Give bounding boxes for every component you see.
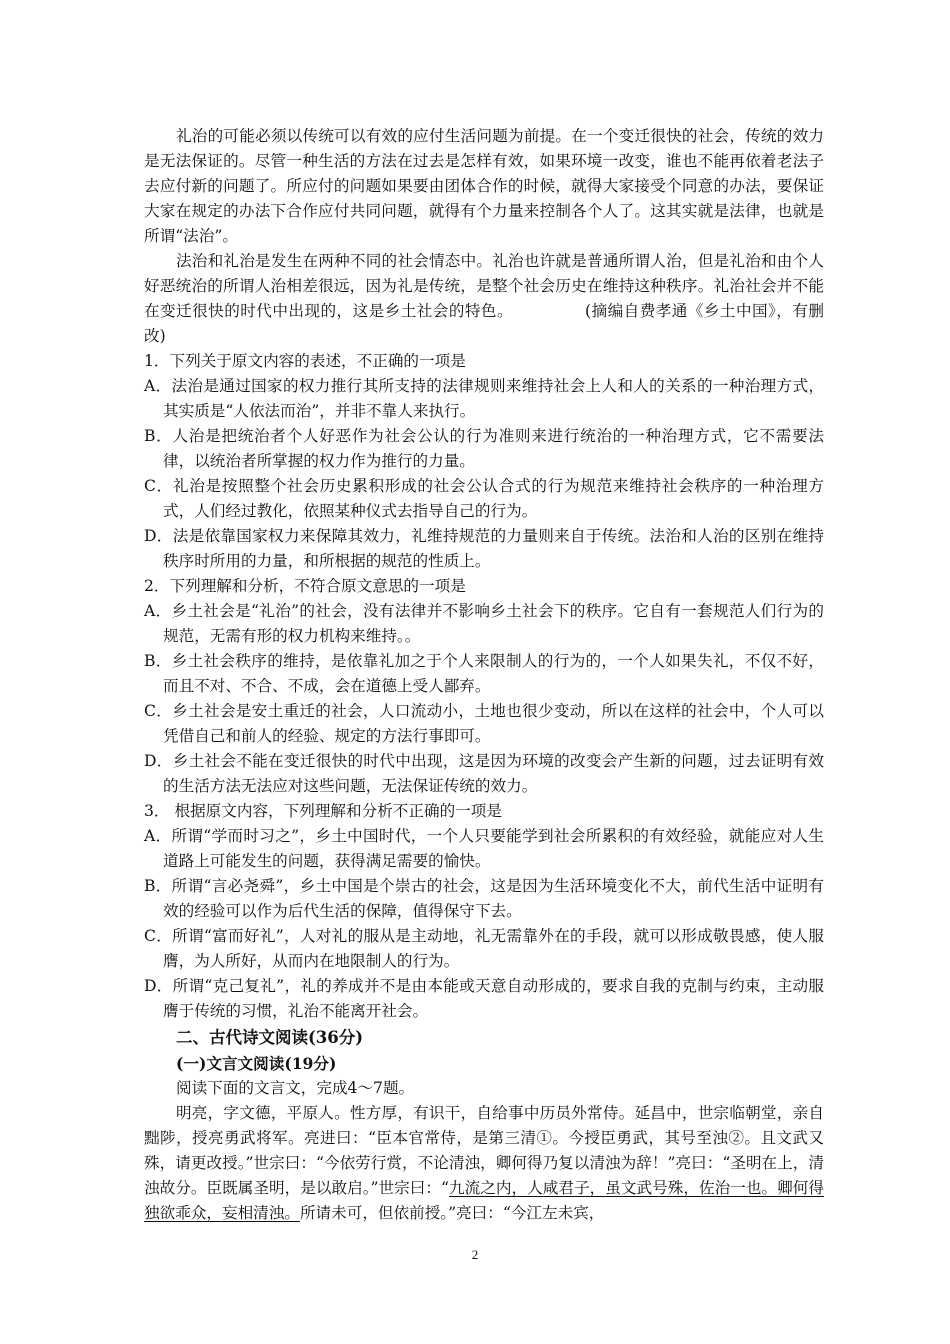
classical-text-part-a: 明亮，字文德，平原人。性方厚，有识干，自给事中历员外常侍。延昌中，世宗临朝堂，亲自黜陟，授亮勇武将军。亮进曰：“臣本官常侍，是第三清①。今授臣勇武，其号至浊②。且文武又殊，请更改授。”世宗曰：“今依劳行赏，不论清浊，卿何得乃复以清浊为辞！”亮曰：“圣明在上，清浊故分。臣既属圣明，是以敢启。”世宗曰：“	[144, 1104, 824, 1197]
section-2-title: 二、古代诗文阅读(36分)	[176, 1028, 364, 1047]
question-2-option-c: C．乡土社会是安土重迁的社会，人口流动小，土地也很少变动，所以在这样的社会中，个人可以凭借自己和前人的经验、规定的方法行事即可。	[144, 702, 824, 745]
document-body	[144, 124, 824, 1226]
question-3-stem: 3． 根据原文内容，下列理解和分析不正确的一项是	[144, 802, 502, 820]
question-1-option-a: A．法治是通过国家的权力推行其所支持的法律规则来维持社会上人和人的关系的一种治理方式，其实质是“人依法而治”，并非不靠人来执行。	[144, 377, 824, 420]
question-3-option-a: A．所谓“学而时习之”，乡土中国时代，一个人只要能学到社会所累积的有效经验，就能应对人生道路上可能发生的问题，获得满足需要的愉快。	[144, 827, 824, 870]
section-2-instruction: 阅读下面的文言文，完成4～7题。	[176, 1079, 415, 1097]
page-number: 2	[471, 1247, 479, 1262]
passage-paragraph-2-text: 法治和礼治是发生在两种不同的社会情态中。礼治也许就是普通所谓人治，但是礼治和由个人好恶统治的所谓人治相差很远，因为礼是传统，是整个社会历史在维持这种秩序。礼治社会并不能在变迁很快的时代中出现的，这是乡土社会的特色。	[144, 252, 824, 320]
question-1-stem: 1．下列关于原文内容的表述，不正确的一项是	[144, 352, 466, 370]
passage-paragraph-2	[144, 249, 824, 349]
question-2-option-b: B．乡土社会秩序的维持，是依靠礼加之于个人来限制人的行为的，一个人如果失礼，不仅不好，而且不对、不合、不成，会在道德上受人鄙弃。	[144, 652, 824, 695]
passage-paragraph-1: 礼治的可能必须以传统可以有效的应付生活问题为前提。在一个变迁很快的社会，传统的效力是无法保证的。尽管一种生活的方法在过去是怎样有效，如果环境一改变，谁也不能再依着老法子去应付新的问题了。所应付的问题如果要由团体合作的时候，就得大家接受个同意的办法，要保证大家在规定的办法下合作应付共同问题，就得有个力量来控制各个人了。这其实就是法律，也就是所谓“法治”。	[144, 127, 824, 245]
classical-text-part-b: 所请未可，但依前授。”亮曰：“今江左未宾，	[299, 1204, 605, 1222]
passage-source: (摘编自费孝通《乡土中国》，有删改)	[144, 302, 824, 345]
question-1-option-b: B．人治是把统治者个人好恶作为社会公认的行为准则来进行统治的一种治理方式，它不需要法律，以统治者所掌握的权力作为推行的力量。	[144, 427, 824, 470]
question-2-stem: 2．下列理解和分析，不符合原文意思的一项是	[144, 577, 466, 595]
classical-text-paragraph	[144, 1101, 824, 1226]
classical-text-underlined: 九流之内，人咸君子，虽文武号殊，佐治一也。卿何得独欲乖众，妄相清浊。	[144, 1179, 824, 1222]
section-2-subtitle: (一)文言文阅读(19分)	[176, 1054, 337, 1073]
question-1-option-c: C．礼治是按照整个社会历史累积形成的社会公认合式的行为规范来维持社会秩序的一种治理方式，人们经过教化，依照某种仪式去指导自己的行为。	[144, 477, 824, 520]
question-3-option-c: C．所谓“富而好礼”，人对礼的服从是主动地，礼无需靠外在的手段，就可以形成敬畏感，使人服膺，为人所好，从而内在地限制人的行为。	[144, 927, 824, 970]
question-3-option-b: B．所谓“言必尧舜”，乡土中国是个崇古的社会，这是因为生活环境变化不大，前代生活中证明有效的经验可以作为后代生活的保障，值得保守下去。	[144, 877, 824, 920]
question-3-option-d: D．所谓“克己复礼”，礼的养成并不是由本能或天意自动形成的，要求自我的克制与约束，主动服膺于传统的习惯，礼治不能离开社会。	[144, 977, 824, 1020]
question-2-option-d: D．乡土社会不能在变迁很快的时代中出现，这是因为环境的改变会产生新的问题，过去证明有效的生活方法无法应对这些问题，无法保证传统的效力。	[144, 752, 824, 795]
question-1-option-d: D．法是依靠国家权力来保障其效力，礼维持规范的力量则来自于传统。法治和人治的区别在维持秩序时所用的力量，和所根据的规范的性质上。	[144, 527, 824, 570]
question-2-option-a: A．乡土社会是“礼治”的社会，没有法律并不影响乡土社会下的秩序。它自有一套规范人们行为的规范，无需有形的权力机构来维持。。	[144, 602, 824, 645]
